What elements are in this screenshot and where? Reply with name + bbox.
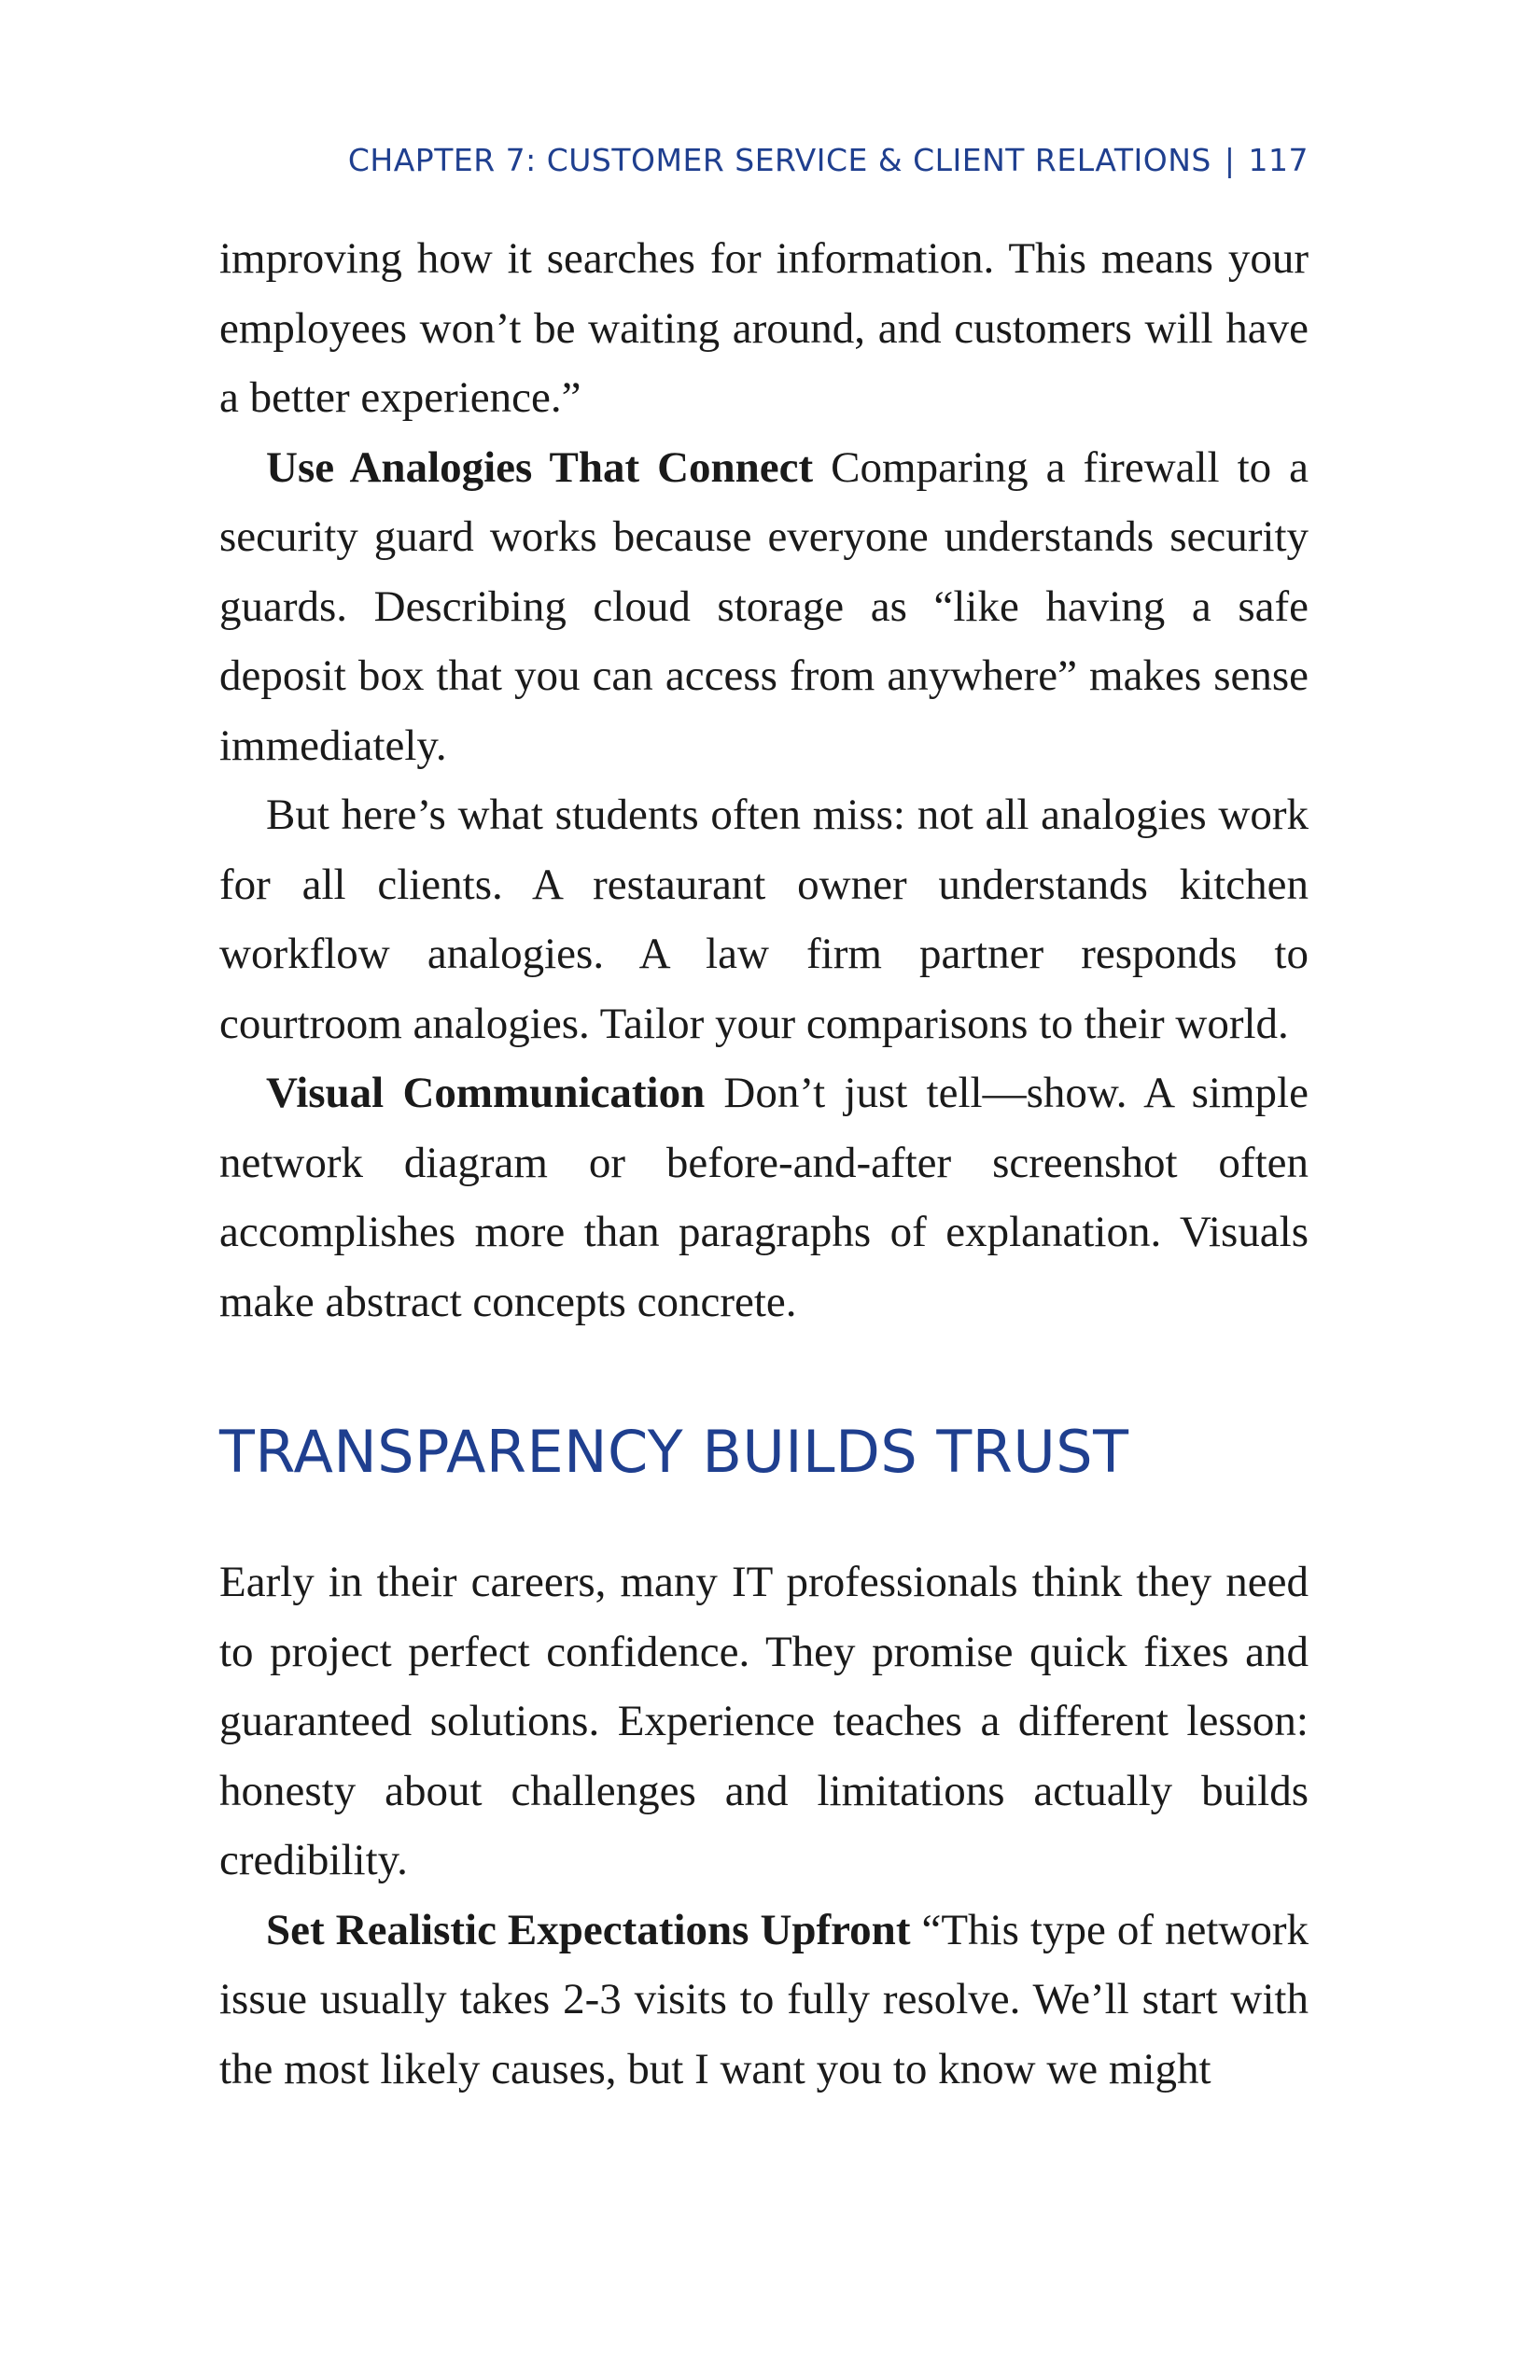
paragraph-text: improving how it searches for information. This means your employees won’t be waiting around, and customers will have a better experience.”	[219, 234, 1309, 422]
paragraph-tailor	[219, 780, 1309, 1058]
running-header	[348, 142, 1309, 178]
runin-heading-analogies: Use Analogies That Connect	[266, 442, 814, 492]
paragraph-expectations	[219, 1896, 1309, 2105]
paragraph-text: “This type of network issue usually takes 2-3 visits to fully resolve. We’ll start with the most likely causes, but I want you to know we might	[219, 1905, 1309, 2093]
paragraph-transparency	[219, 1547, 1309, 1896]
paragraph-visual	[219, 1058, 1309, 1337]
paragraph-text: Don’t just tell—show. A simple network diagram or before-and-after screenshot often accomplishes more than paragraphs of explanation. Visuals make abstract concepts concrete.	[219, 1069, 1309, 1326]
paragraph-text: But here’s what students often miss: not all analogies work for all clients. A restaurant owner understands kitchen workflow analogies. A law firm partner responds to courtroom analogies. Tailor your comparisons to their world.	[219, 791, 1309, 1048]
section-heading: TRANSPARENCY BUILDS TRUST	[219, 1418, 1129, 1486]
paragraph-text: Comparing a firewall to a security guard works because everyone understands security guards. Describing cloud storage as “like having a safe deposit box that you can access from anywhere” makes sense immediately.	[219, 442, 1309, 770]
body-text	[219, 224, 1309, 2104]
header-separator: |	[1224, 142, 1236, 178]
chapter-title: CHAPTER 7: CUSTOMER SERVICE & CLIENT RELATIONS	[347, 142, 1211, 178]
paragraph-analogies	[219, 433, 1309, 781]
page-number: 117	[1248, 142, 1309, 178]
paragraph-continuation	[219, 224, 1309, 433]
paragraph-text: Early in their careers, many IT professionals think they need to project perfect confidence. They promise quick fixes and guaranteed solutions. Experience teaches a different lesson: honesty about challenges and limitations actually builds credibility.	[219, 1558, 1309, 1884]
runin-heading-visual: Visual Communication	[266, 1069, 706, 1117]
runin-heading-expectations: Set Realistic Expectations Upfront	[266, 1905, 911, 1954]
